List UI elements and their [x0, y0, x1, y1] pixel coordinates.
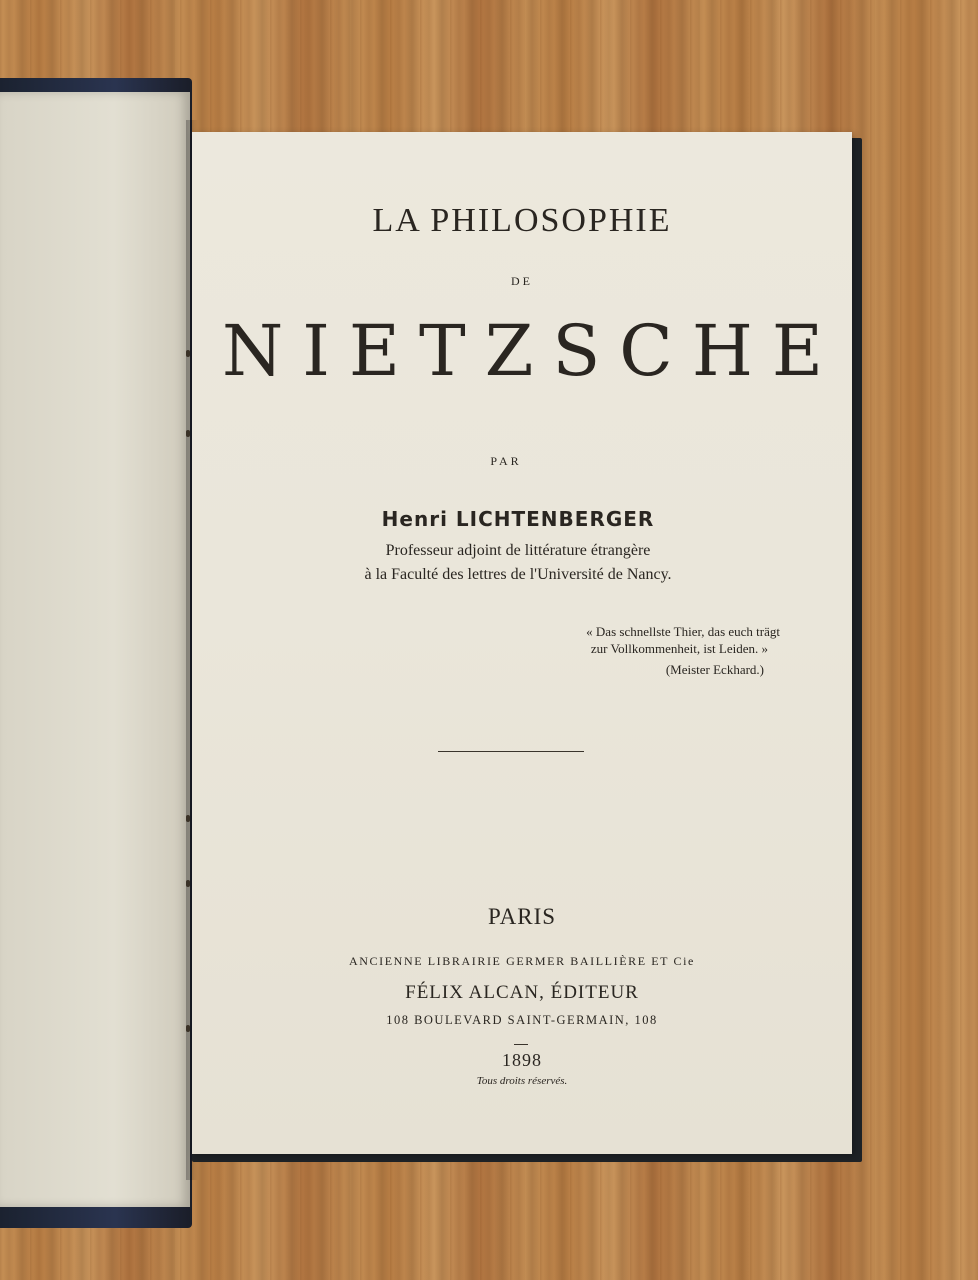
binding-stitch: [186, 1025, 190, 1032]
publisher-line-2: FÉLIX ALCAN, ÉDITEUR: [405, 982, 639, 1003]
publisher-address: 108 BOULEVARD SAINT-GERMAIN, 108: [386, 1013, 658, 1027]
epigraph-line-2: zur Vollkommenheit, ist Leiden. »: [590, 641, 768, 656]
title-page: [192, 132, 852, 1154]
divider-rule: [438, 751, 584, 752]
book-subject: NIETZSCHE: [222, 310, 842, 392]
binding-stitch: [186, 350, 190, 357]
epigraph-line-1: « Das schnellste Thier, das euch trägt: [586, 624, 780, 639]
binding-stitch: [186, 430, 190, 437]
short-divider: [514, 1044, 528, 1045]
author-name: Henri LICHTENBERGER: [381, 507, 655, 531]
binding-stitch: [186, 880, 190, 887]
publication-year: 1898: [502, 1050, 542, 1070]
publication-city: PARIS: [487, 904, 557, 929]
epigraph-source: (Meister Eckhard.): [665, 662, 764, 677]
by-label: PAR: [490, 454, 522, 468]
author-role-line-2: à la Faculté des lettres de l'Université de Nancy.: [364, 566, 672, 583]
book-title-line: LA PHILOSOPHIE: [372, 202, 672, 239]
left-blank-page: [0, 92, 190, 1207]
title-connector: DE: [511, 274, 533, 288]
publisher-line-1: ANCIENNE LIBRAIRIE GERMER BAILLIÈRE ET Cie: [349, 954, 695, 968]
author-role-line-1: Professeur adjoint de littérature étrangère: [385, 542, 651, 559]
rights-notice: Tous droits réservés.: [476, 1075, 568, 1087]
binding-stitch: [186, 815, 190, 822]
